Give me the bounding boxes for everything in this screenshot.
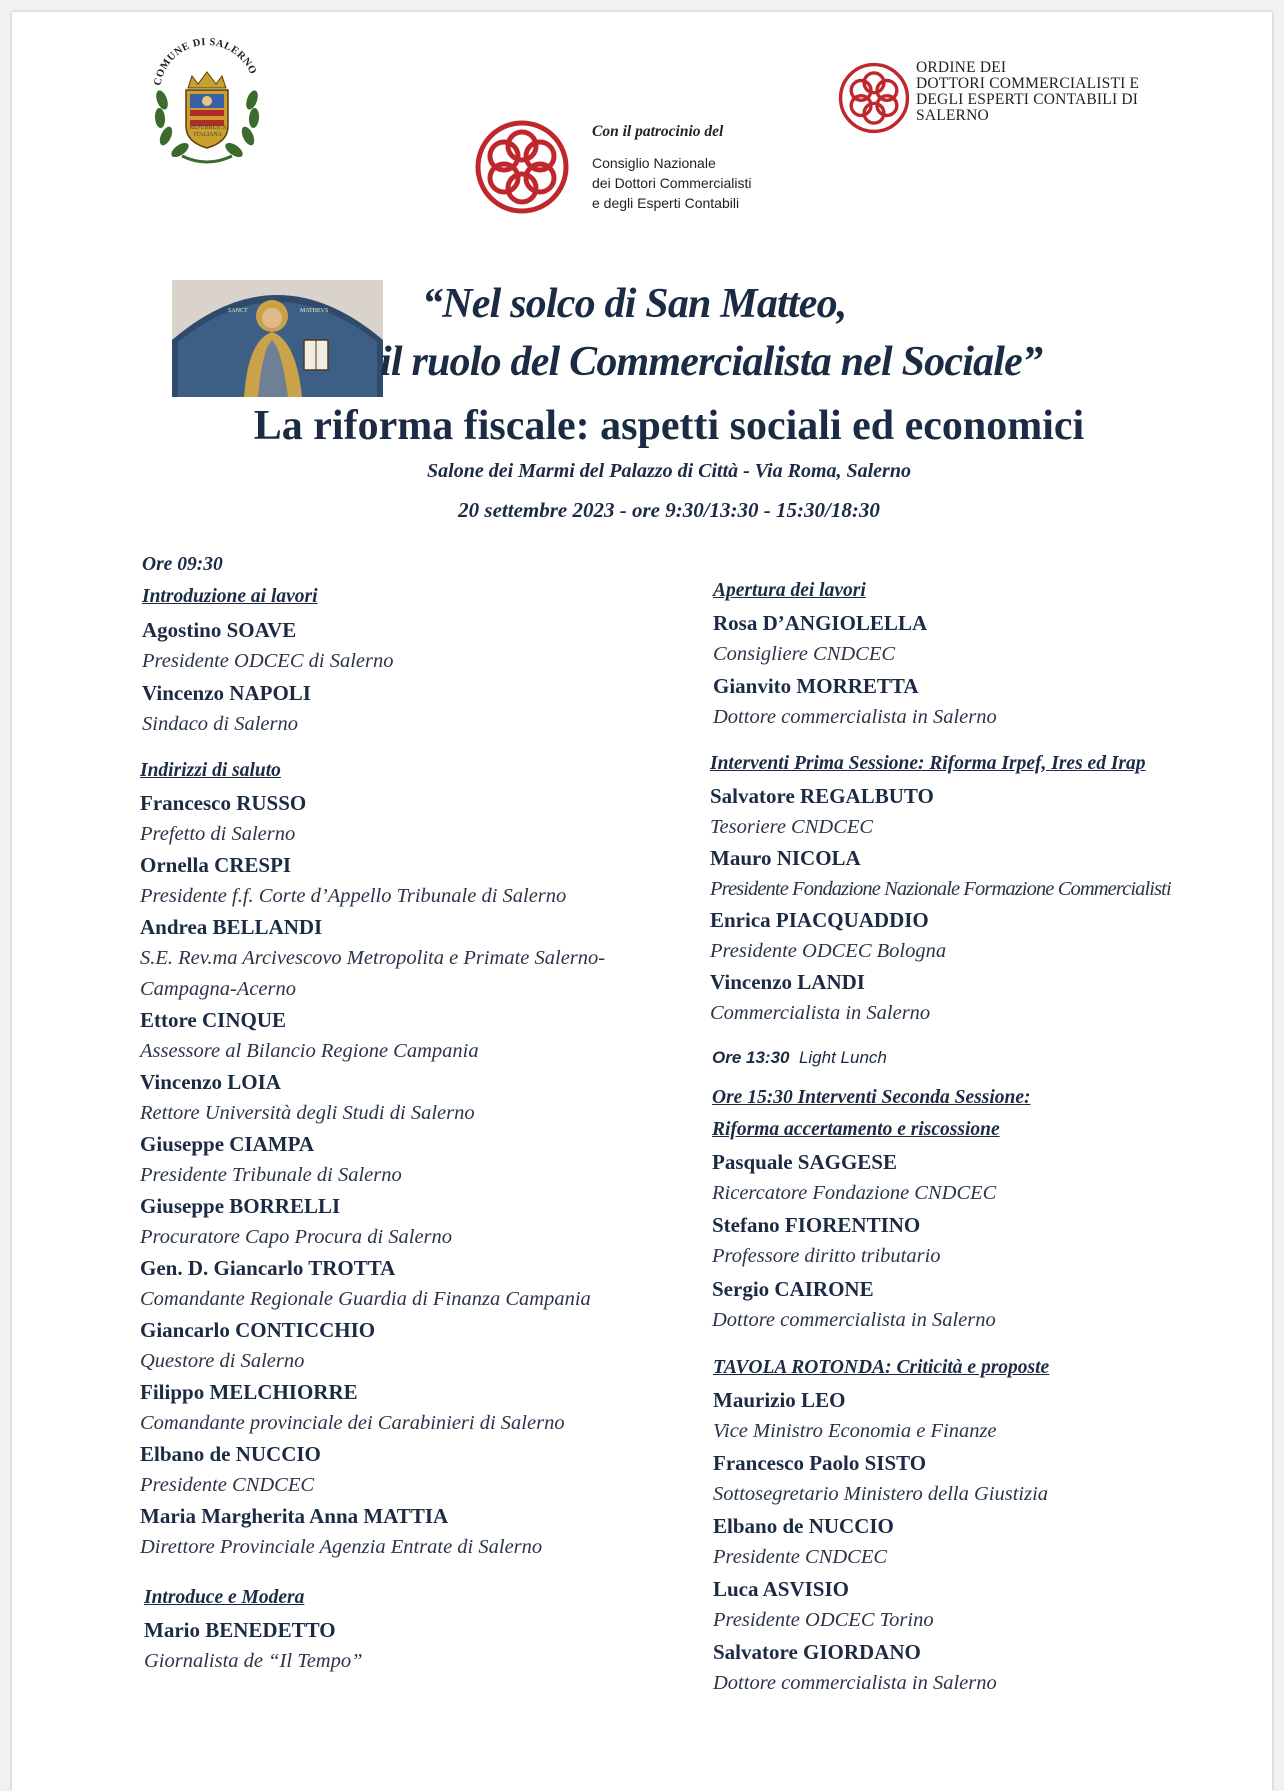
comune-caption: REPUBBLICA ITALIANA xyxy=(189,125,227,138)
speaker-name: Stefano FIORENTINO xyxy=(712,1213,921,1237)
speaker-name: Vincenzo LANDI xyxy=(710,970,865,994)
ordine-line: DEGLI ESPERTI CONTABILI DI xyxy=(916,91,1139,108)
program-right-column xyxy=(710,0,1280,1791)
speaker-name: Francesco RUSSO xyxy=(140,791,307,815)
speaker-role: Comandante provinciale dei Carabinieri di Salerno xyxy=(140,1412,565,1434)
speaker-role: Dottore commercialista in Salerno xyxy=(713,706,997,728)
speaker-role: Direttore Provinciale Agenzia Entrate di Salerno xyxy=(140,1536,543,1558)
speaker-name: Francesco Paolo SISTO xyxy=(713,1451,927,1475)
patrocinio-line: e degli Esperti Contabili xyxy=(592,195,740,211)
speaker-name: Andrea BELLANDI xyxy=(140,915,323,939)
speaker-name: Vincenzo LOIA xyxy=(140,1070,281,1094)
roundtable-header: TAVOLA ROTONDA: Criticità e proposte xyxy=(713,1357,1050,1378)
speaker-role: Presidente Tribunale di Salerno xyxy=(140,1164,402,1186)
speaker-role: Rettore Università degli Studi di Salerno xyxy=(140,1102,475,1124)
speaker-role: Sindaco di Salerno xyxy=(142,713,299,735)
lunch-break xyxy=(712,1048,887,1068)
speaker-role: Ricercatore Fondazione CNDCEC xyxy=(712,1182,997,1204)
speaker-role: Tesoriere CNDCEC xyxy=(710,816,874,838)
moderator-role: Giornalista de “Il Tempo” xyxy=(144,1650,363,1672)
session1-header: Interventi Prima Sessione: Riforma Irpef, Ires ed Irap xyxy=(710,753,1146,774)
speaker-name: Maria Margherita Anna MATTIA xyxy=(140,1504,449,1528)
speaker-role: Vice Ministro Economia e Finanze xyxy=(713,1420,997,1442)
speaker-name: Pasquale SAGGESE xyxy=(712,1150,897,1174)
event-subtitle: La riforma fiscale: aspetti sociali ed economici xyxy=(253,403,1085,449)
speaker-name: Mauro NICOLA xyxy=(710,846,861,870)
speaker-name: Gen. D. Giancarlo TROTTA xyxy=(140,1256,396,1280)
event-date: 20 settembre 2023 - ore 9:30/13:30 - 15:30/18:30 xyxy=(458,498,880,522)
speaker-role-continued: Campagna-Acerno xyxy=(140,978,297,1000)
speaker-name: Ettore CINQUE xyxy=(140,1008,287,1032)
speaker-name: Ornella CRESPI xyxy=(140,853,292,877)
speaker-name: Vincenzo NAPOLI xyxy=(142,681,311,705)
painting-inscription-left: SANCT xyxy=(228,308,248,314)
speaker-role: Presidente CNDCEC xyxy=(713,1546,888,1568)
session2-subheader: Riforma accertamento e riscossione xyxy=(712,1119,1000,1140)
title-line-2: il ruolo del Commercialista nel Sociale” xyxy=(380,339,1043,385)
painting-inscription-right: MATHEVS xyxy=(300,308,329,314)
ordine-line: DOTTORI COMMERCIALISTI E xyxy=(916,75,1140,92)
moderator-name: Mario BENEDETTO xyxy=(144,1618,336,1642)
patrocinio-line: Consiglio Nazionale xyxy=(592,155,716,171)
start-time: Ore 09:30 xyxy=(142,554,223,575)
program-left-column xyxy=(140,0,700,1791)
speaker-role: S.E. Rev.ma Arcivescovo Metropolita e Primate Salerno- xyxy=(140,947,606,969)
moderator-header: Introduce e Modera xyxy=(144,1587,305,1608)
speaker-role: Consigliere CNDCEC xyxy=(713,643,896,665)
title-line-1: “Nel solco di San Matteo, xyxy=(422,281,847,327)
speaker-role: Sottosegretario Ministero della Giustizia xyxy=(713,1483,1049,1505)
patrocinio-line: dei Dottori Commercialisti xyxy=(592,175,752,191)
ordine-line: SALERNO xyxy=(916,107,989,124)
speaker-role: Presidente ODCEC Bologna xyxy=(710,940,947,962)
speaker-name: Maurizio LEO xyxy=(713,1388,846,1412)
intro-header: Introduzione ai lavori xyxy=(142,586,318,607)
lunch-time: Ore 13:30 xyxy=(712,1048,790,1067)
speaker-name: Giuseppe BORRELLI xyxy=(140,1194,341,1218)
speaker-role: Presidente ODCEC di Salerno xyxy=(142,650,394,672)
speaker-name: Sergio CAIRONE xyxy=(712,1277,874,1301)
speaker-role: Presidente Fondazione Nazionale Formazione Commercialisti xyxy=(710,878,1171,900)
speaker-role: Presidente CNDCEC xyxy=(140,1474,315,1496)
speaker-name: Agostino SOAVE xyxy=(142,618,297,642)
speaker-name: Giuseppe CIAMPA xyxy=(140,1132,315,1156)
speaker-role: Dottore commercialista in Salerno xyxy=(712,1309,996,1331)
ordine-line: ORDINE DEI xyxy=(916,59,1007,76)
speaker-name: Filippo MELCHIORRE xyxy=(140,1380,358,1404)
speaker-role: Professore diritto tributario xyxy=(712,1245,941,1267)
speaker-name: Rosa D’ANGIOLELLA xyxy=(713,611,928,635)
event-venue: Salone dei Marmi del Palazzo di Città - Via Roma, Salerno xyxy=(427,460,911,482)
speaker-name: Gianvito MORRETTA xyxy=(713,674,919,698)
speaker-name: Elbano de NUCCIO xyxy=(140,1442,321,1466)
speaker-role: Comandante Regionale Guardia di Finanza Campania xyxy=(140,1288,591,1310)
speaker-role: Commercialista in Salerno xyxy=(710,1002,931,1024)
speaker-name: Elbano de NUCCIO xyxy=(713,1514,894,1538)
speaker-role: Questore di Salerno xyxy=(140,1350,305,1372)
lunch-label: Light Lunch xyxy=(798,1048,887,1067)
speaker-role: Procuratore Capo Procura di Salerno xyxy=(140,1226,453,1248)
speaker-name: Luca ASVISIO xyxy=(713,1577,849,1601)
speaker-name: Salvatore GIORDANO xyxy=(713,1640,921,1664)
speaker-role: Dottore commercialista in Salerno xyxy=(713,1672,997,1694)
greetings-header: Indirizzi di saluto xyxy=(140,760,281,781)
speaker-role: Presidente ODCEC Torino xyxy=(713,1609,934,1631)
opening-header: Apertura dei lavori xyxy=(713,580,866,601)
speaker-name: Enrica PIACQUADDIO xyxy=(710,908,929,932)
speaker-role: Prefetto di Salerno xyxy=(140,823,296,845)
comune-ring-text: COMUNE DI SALERNO xyxy=(152,36,259,87)
speaker-role: Presidente f.f. Corte d’Appello Tribunale di Salerno xyxy=(140,885,567,907)
speaker-name: Giancarlo CONTICCHIO xyxy=(140,1318,376,1342)
patrocinio-intro: Con il patrocinio del xyxy=(592,123,724,140)
session2-header: Ore 15:30 Interventi Seconda Sessione: xyxy=(712,1087,1031,1108)
speaker-role: Assessore al Bilancio Regione Campania xyxy=(140,1040,479,1062)
speaker-name: Salvatore REGALBUTO xyxy=(710,784,934,808)
